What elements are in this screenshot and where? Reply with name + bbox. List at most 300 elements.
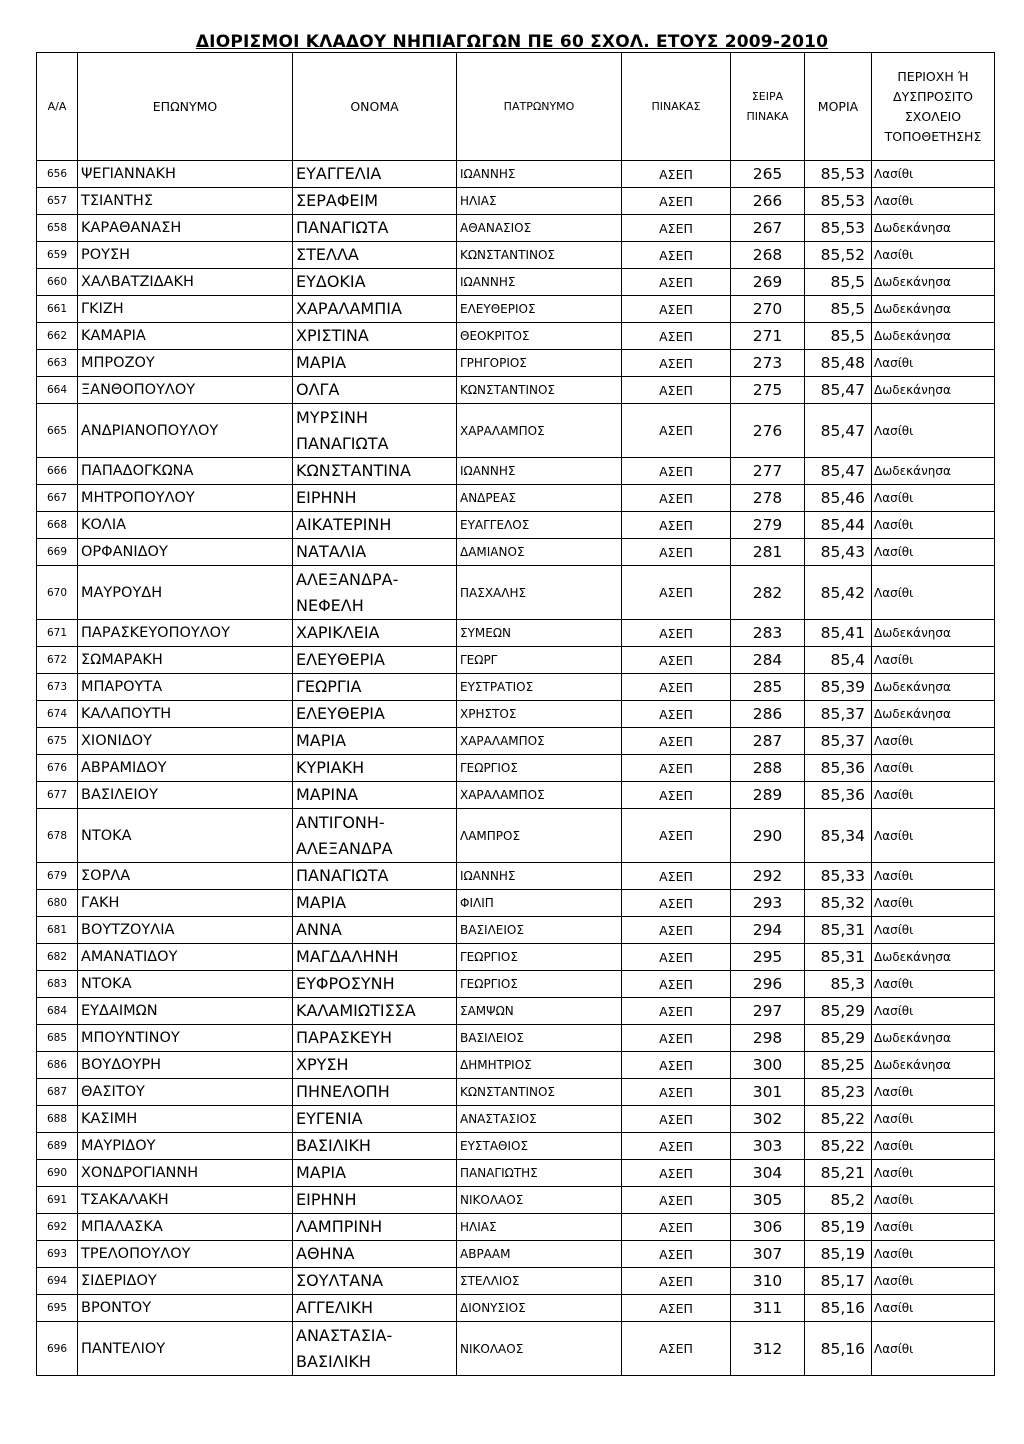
rank-cell: 266 (731, 188, 805, 215)
surname-cell: ΓΑΚΗ (78, 890, 293, 917)
points-cell: 85,16 (805, 1295, 872, 1322)
row-number: 675 (37, 728, 78, 755)
row-number: 689 (37, 1133, 78, 1160)
points-cell: 85,5 (805, 269, 872, 296)
father-name-cell: ΘΕΟΚΡΙΤΟΣ (457, 323, 622, 350)
row-number: 681 (37, 917, 78, 944)
placement-area-cell: Λασίθι (872, 161, 995, 188)
table-row (37, 1079, 995, 1106)
rank-cell: 267 (731, 215, 805, 242)
father-name-cell: ΓΕΩΡΓΙΟΣ (457, 755, 622, 782)
firstname-cell: ΕΥΓΕΝΙΑ (293, 1106, 457, 1133)
firstname-cell: ΜΑΡΙΑ (293, 890, 457, 917)
rank-cell: 293 (731, 890, 805, 917)
points-cell: 85,19 (805, 1241, 872, 1268)
firstname-cell: ΑΝΑΣΤΑΣΙΑ- ΒΑΣΙΛΙΚΗ (293, 1322, 457, 1376)
points-cell: 85,37 (805, 728, 872, 755)
rank-cell: 304 (731, 1160, 805, 1187)
surname-cell: ΜΠΑΛΑΣΚΑ (78, 1214, 293, 1241)
row-number: 663 (37, 350, 78, 377)
row-number: 659 (37, 242, 78, 269)
table-source-cell: ΑΣΕΠ (622, 566, 731, 620)
firstname-cell: ΑΝΝΑ (293, 917, 457, 944)
table-row (37, 161, 995, 188)
appointments-table (36, 52, 995, 1376)
father-name-cell: ΚΩΝΣΤΑΝΤΙΝΟΣ (457, 242, 622, 269)
surname-cell: ΑΝΔΡΙΑΝΟΠΟΥΛΟΥ (78, 404, 293, 458)
points-cell: 85,53 (805, 161, 872, 188)
father-name-cell: ΙΩΑΝΝΗΣ (457, 863, 622, 890)
firstname-cell: ΑΘΗΝΑ (293, 1241, 457, 1268)
points-cell: 85,17 (805, 1268, 872, 1295)
surname-cell: ΕΥΔΑΙΜΩΝ (78, 998, 293, 1025)
placement-area-cell: Δωδεκάνησα (872, 377, 995, 404)
table-source-cell: ΑΣΕΠ (622, 1268, 731, 1295)
placement-area-cell: Λασίθι (872, 1133, 995, 1160)
row-number: 685 (37, 1025, 78, 1052)
rank-cell: 281 (731, 539, 805, 566)
table-source-cell: ΑΣΕΠ (622, 944, 731, 971)
row-number: 693 (37, 1241, 78, 1268)
header-table: ΠΙΝΑΚΑΣ (622, 53, 731, 161)
points-cell: 85,32 (805, 890, 872, 917)
placement-area-cell: Λασίθι (872, 1079, 995, 1106)
surname-cell: ΜΠΑΡΟΥΤΑ (78, 674, 293, 701)
points-cell: 85,3 (805, 971, 872, 998)
father-name-cell: ΚΩΝΣΤΑΝΤΙΝΟΣ (457, 377, 622, 404)
table-row (37, 404, 995, 458)
firstname-cell: ΕΛΕΥΘΕΡΙΑ (293, 701, 457, 728)
table-source-cell: ΑΣΕΠ (622, 890, 731, 917)
placement-area-cell: Δωδεκάνησα (872, 674, 995, 701)
points-cell: 85,5 (805, 323, 872, 350)
table-row (37, 1268, 995, 1295)
firstname-cell: ΕΙΡΗΝΗ (293, 485, 457, 512)
rank-cell: 298 (731, 1025, 805, 1052)
rank-cell: 270 (731, 296, 805, 323)
father-name-cell: ΧΑΡΑΛΑΜΠΟΣ (457, 404, 622, 458)
placement-area-cell: Λασίθι (872, 350, 995, 377)
table-row (37, 647, 995, 674)
header-surname: ΕΠΩΝΥΜΟ (78, 53, 293, 161)
rank-cell: 300 (731, 1052, 805, 1079)
rank-cell: 305 (731, 1187, 805, 1214)
table-row (37, 296, 995, 323)
rank-cell: 311 (731, 1295, 805, 1322)
father-name-cell: ΕΥΣΤΡΑΤΙΟΣ (457, 674, 622, 701)
points-cell: 85,2 (805, 1187, 872, 1214)
table-row (37, 323, 995, 350)
rank-cell: 307 (731, 1241, 805, 1268)
father-name-cell: ΛΑΜΠΡΟΣ (457, 809, 622, 863)
table-row (37, 998, 995, 1025)
surname-cell: ΤΡΕΛΟΠΟΥΛΟΥ (78, 1241, 293, 1268)
firstname-cell: ΜΥΡΣΙΝΗ ΠΑΝΑΓΙΩΤΑ (293, 404, 457, 458)
rank-cell: 273 (731, 350, 805, 377)
table-row (37, 1133, 995, 1160)
points-cell: 85,5 (805, 296, 872, 323)
points-cell: 85,31 (805, 917, 872, 944)
rank-cell: 306 (731, 1214, 805, 1241)
table-row (37, 1052, 995, 1079)
placement-area-cell: Λασίθι (872, 728, 995, 755)
table-row (37, 1214, 995, 1241)
placement-area-cell: Λασίθι (872, 512, 995, 539)
father-name-cell: ΧΑΡΑΛΑΜΠΟΣ (457, 728, 622, 755)
row-number: 682 (37, 944, 78, 971)
table-source-cell: ΑΣΕΠ (622, 1025, 731, 1052)
firstname-cell: ΛΑΜΠΡΙΝΗ (293, 1214, 457, 1241)
rank-cell: 268 (731, 242, 805, 269)
placement-area-cell: Λασίθι (872, 998, 995, 1025)
surname-cell: ΑΒΡΑΜΙΔΟΥ (78, 755, 293, 782)
row-number: 691 (37, 1187, 78, 1214)
placement-area-cell: Λασίθι (872, 566, 995, 620)
points-cell: 85,31 (805, 944, 872, 971)
table-row (37, 269, 995, 296)
surname-cell: ΨΕΓΙΑΝΝΑΚΗ (78, 161, 293, 188)
surname-cell: ΡΟΥΣΗ (78, 242, 293, 269)
row-number: 662 (37, 323, 78, 350)
table-source-cell: ΑΣΕΠ (622, 863, 731, 890)
points-cell: 85,47 (805, 377, 872, 404)
placement-area-cell: Δωδεκάνησα (872, 620, 995, 647)
table-source-cell: ΑΣΕΠ (622, 755, 731, 782)
points-cell: 85,23 (805, 1079, 872, 1106)
rank-cell: 288 (731, 755, 805, 782)
surname-cell: ΜΠΡΟΖΟΥ (78, 350, 293, 377)
rank-cell: 279 (731, 512, 805, 539)
rank-cell: 301 (731, 1079, 805, 1106)
father-name-cell: ΣΑΜΨΩΝ (457, 998, 622, 1025)
points-cell: 85,47 (805, 458, 872, 485)
surname-cell: ΚΑΡΑΘΑΝΑΣΗ (78, 215, 293, 242)
table-row (37, 674, 995, 701)
placement-area-cell: Λασίθι (872, 1214, 995, 1241)
rank-cell: 278 (731, 485, 805, 512)
table-body (37, 161, 995, 1376)
row-number: 661 (37, 296, 78, 323)
row-number: 671 (37, 620, 78, 647)
placement-area-cell: Δωδεκάνησα (872, 944, 995, 971)
placement-area-cell: Λασίθι (872, 1160, 995, 1187)
table-row (37, 809, 995, 863)
rank-cell: 277 (731, 458, 805, 485)
table-row (37, 566, 995, 620)
placement-area-cell: Λασίθι (872, 755, 995, 782)
table-source-cell: ΑΣΕΠ (622, 647, 731, 674)
father-name-cell: ΣΤΕΛΛΙΟΣ (457, 1268, 622, 1295)
table-row (37, 1187, 995, 1214)
table-row (37, 512, 995, 539)
points-cell: 85,52 (805, 242, 872, 269)
table-source-cell: ΑΣΕΠ (622, 998, 731, 1025)
placement-area-cell: Λασίθι (872, 1295, 995, 1322)
table-source-cell: ΑΣΕΠ (622, 620, 731, 647)
surname-cell: ΚΟΛΙΑ (78, 512, 293, 539)
points-cell: 85,29 (805, 1025, 872, 1052)
table-row (37, 782, 995, 809)
firstname-cell: ΕΥΦΡΟΣΥΝΗ (293, 971, 457, 998)
placement-area-cell: Λασίθι (872, 647, 995, 674)
firstname-cell: ΕΥΑΓΓΕΛΙΑ (293, 161, 457, 188)
surname-cell: ΚΑΜΑΡΙΑ (78, 323, 293, 350)
rank-cell: 294 (731, 917, 805, 944)
father-name-cell: ΑΘΑΝΑΣΙΟΣ (457, 215, 622, 242)
table-source-cell: ΑΣΕΠ (622, 782, 731, 809)
table-row (37, 539, 995, 566)
points-cell: 85,46 (805, 485, 872, 512)
points-cell: 85,53 (805, 215, 872, 242)
rank-cell: 312 (731, 1322, 805, 1376)
table-source-cell: ΑΣΕΠ (622, 1052, 731, 1079)
table-row (37, 620, 995, 647)
surname-cell: ΒΟΥΤΖΟΥΛΙΑ (78, 917, 293, 944)
placement-area-cell: Λασίθι (872, 782, 995, 809)
row-number: 657 (37, 188, 78, 215)
firstname-cell: ΜΑΡΙΑ (293, 728, 457, 755)
points-cell: 85,4 (805, 647, 872, 674)
row-number: 664 (37, 377, 78, 404)
table-source-cell: ΑΣΕΠ (622, 728, 731, 755)
document-title: ΔΙΟΡΙΣΜΟΙ ΚΛΑΔΟΥ ΝΗΠΙΑΓΩΓΩΝ ΠΕ 60 ΣΧΟΛ. ΕΤΟΥΣ 2009-2010 (195, 32, 829, 52)
row-number: 680 (37, 890, 78, 917)
placement-area-cell: Δωδεκάνησα (872, 323, 995, 350)
placement-area-cell: Δωδεκάνησα (872, 296, 995, 323)
table-source-cell: ΑΣΕΠ (622, 512, 731, 539)
firstname-cell: ΕΛΕΥΘΕΡΙΑ (293, 647, 457, 674)
table-source-cell: ΑΣΕΠ (622, 971, 731, 998)
table-row (37, 1295, 995, 1322)
points-cell: 85,53 (805, 188, 872, 215)
placement-area-cell: Λασίθι (872, 971, 995, 998)
surname-cell: ΜΠΟΥΝΤΙΝΟΥ (78, 1025, 293, 1052)
father-name-cell: ΕΥΑΓΓΕΛΟΣ (457, 512, 622, 539)
table-row (37, 917, 995, 944)
firstname-cell: ΜΑΓΔΑΛΗΝΗ (293, 944, 457, 971)
table-source-cell: ΑΣΕΠ (622, 1241, 731, 1268)
row-number: 678 (37, 809, 78, 863)
surname-cell: ΑΜΑΝΑΤΙΔΟΥ (78, 944, 293, 971)
father-name-cell: ΓΕΩΡΓΙΟΣ (457, 944, 622, 971)
table-source-cell: ΑΣΕΠ (622, 296, 731, 323)
table-source-cell: ΑΣΕΠ (622, 809, 731, 863)
table-source-cell: ΑΣΕΠ (622, 458, 731, 485)
header-row (37, 53, 995, 161)
father-name-cell: ΓΕΩΡΓΙΟΣ (457, 971, 622, 998)
father-name-cell: ΝΙΚΟΛΑΟΣ (457, 1322, 622, 1376)
points-cell: 85,37 (805, 701, 872, 728)
father-name-cell: ΧΡΗΣΤΟΣ (457, 701, 622, 728)
row-number: 683 (37, 971, 78, 998)
placement-area-cell: Λασίθι (872, 863, 995, 890)
points-cell: 85,22 (805, 1133, 872, 1160)
father-name-cell: ΕΛΕΥΘΕΡΙΟΣ (457, 296, 622, 323)
row-number: 694 (37, 1268, 78, 1295)
row-number: 687 (37, 1079, 78, 1106)
firstname-cell: ΕΥΔΟΚΙΑ (293, 269, 457, 296)
table-source-cell: ΑΣΕΠ (622, 1079, 731, 1106)
surname-cell: ΤΣΑΚΑΛΑΚΗ (78, 1187, 293, 1214)
points-cell: 85,19 (805, 1214, 872, 1241)
surname-cell: ΧΟΝΔΡΟΓΙΑΝΝΗ (78, 1160, 293, 1187)
table-source-cell: ΑΣΕΠ (622, 242, 731, 269)
table-row (37, 1106, 995, 1133)
surname-cell: ΧΑΛΒΑΤΖΙΔΑΚΗ (78, 269, 293, 296)
surname-cell: ΞΑΝΘΟΠΟΥΛΟΥ (78, 377, 293, 404)
points-cell: 85,43 (805, 539, 872, 566)
table-row (37, 1322, 995, 1376)
table-row (37, 215, 995, 242)
father-name-cell: ΑΝΑΣΤΑΣΙΟΣ (457, 1106, 622, 1133)
surname-cell: ΜΗΤΡΟΠΟΥΛΟΥ (78, 485, 293, 512)
row-number: 684 (37, 998, 78, 1025)
placement-area-cell: Λασίθι (872, 1187, 995, 1214)
father-name-cell: ΒΑΣΙΛΕΙΟΣ (457, 1025, 622, 1052)
firstname-cell: ΒΑΣΙΛΙΚΗ (293, 1133, 457, 1160)
table-source-cell: ΑΣΕΠ (622, 485, 731, 512)
table-row (37, 944, 995, 971)
rank-cell: 292 (731, 863, 805, 890)
placement-area-cell: Λασίθι (872, 539, 995, 566)
header-aa: Α/Α (37, 53, 78, 161)
firstname-cell: ΠΑΡΑΣΚΕΥΗ (293, 1025, 457, 1052)
firstname-cell: ΠΑΝΑΓΙΩΤΑ (293, 863, 457, 890)
table-source-cell: ΑΣΕΠ (622, 917, 731, 944)
firstname-cell: ΓΕΩΡΓΙΑ (293, 674, 457, 701)
rank-cell: 302 (731, 1106, 805, 1133)
placement-area-cell: Λασίθι (872, 1322, 995, 1376)
table-source-cell: ΑΣΕΠ (622, 1106, 731, 1133)
row-number: 686 (37, 1052, 78, 1079)
header-firstname: ΟΝΟΜΑ (293, 53, 457, 161)
father-name-cell: ΧΑΡΑΛΑΜΠΟΣ (457, 782, 622, 809)
row-number: 692 (37, 1214, 78, 1241)
rank-cell: 295 (731, 944, 805, 971)
rank-cell: 282 (731, 566, 805, 620)
table-row (37, 890, 995, 917)
table-row (37, 971, 995, 998)
table-row (37, 1241, 995, 1268)
firstname-cell: ΝΑΤΑΛΙΑ (293, 539, 457, 566)
row-number: 676 (37, 755, 78, 782)
rank-cell: 271 (731, 323, 805, 350)
placement-area-cell: Δωδεκάνησα (872, 269, 995, 296)
firstname-cell: ΚΑΛΑΜΙΩΤΙΣΣΑ (293, 998, 457, 1025)
table-source-cell: ΑΣΕΠ (622, 674, 731, 701)
firstname-cell: ΕΙΡΗΝΗ (293, 1187, 457, 1214)
rank-cell: 265 (731, 161, 805, 188)
father-name-cell: ΙΩΑΝΝΗΣ (457, 269, 622, 296)
table-source-cell: ΑΣΕΠ (622, 1214, 731, 1241)
table-row (37, 728, 995, 755)
row-number: 679 (37, 863, 78, 890)
table-row (37, 755, 995, 782)
table-row (37, 1025, 995, 1052)
table-source-cell: ΑΣΕΠ (622, 1295, 731, 1322)
surname-cell: ΓΚΙΖΗ (78, 296, 293, 323)
row-number: 673 (37, 674, 78, 701)
surname-cell: ΚΑΣΙΜΗ (78, 1106, 293, 1133)
table-source-cell: ΑΣΕΠ (622, 215, 731, 242)
surname-cell: ΠΑΡΑΣΚΕΥΟΠΟΥΛΟΥ (78, 620, 293, 647)
father-name-cell: ΔΑΜΙΑΝΟΣ (457, 539, 622, 566)
row-number: 695 (37, 1295, 78, 1322)
placement-area-cell: Λασίθι (872, 485, 995, 512)
surname-cell: ΒΟΥΔΟΥΡΗ (78, 1052, 293, 1079)
rank-cell: 287 (731, 728, 805, 755)
table-source-cell: ΑΣΕΠ (622, 1160, 731, 1187)
father-name-cell: ΦΙΛΙΠ (457, 890, 622, 917)
firstname-cell: ΑΛΕΞΑΝΔΡΑ- ΝΕΦΕΛΗ (293, 566, 457, 620)
placement-area-cell: Δωδεκάνησα (872, 458, 995, 485)
row-number: 666 (37, 458, 78, 485)
firstname-cell: ΚΥΡΙΑΚΗ (293, 755, 457, 782)
surname-cell: ΜΑΥΡΟΥΔΗ (78, 566, 293, 620)
row-number: 688 (37, 1106, 78, 1133)
table-source-cell: ΑΣΕΠ (622, 188, 731, 215)
placement-area-cell: Δωδεκάνησα (872, 1025, 995, 1052)
firstname-cell: ΠΑΝΑΓΙΩΤΑ (293, 215, 457, 242)
surname-cell: ΒΡΟΝΤΟΥ (78, 1295, 293, 1322)
placement-area-cell: Λασίθι (872, 242, 995, 269)
firstname-cell: ΑΝΤΙΓΟΝΗ- ΑΛΕΞΑΝΔΡΑ (293, 809, 457, 863)
table-source-cell: ΑΣΕΠ (622, 161, 731, 188)
header-moria: ΜΟΡΙΑ (805, 53, 872, 161)
firstname-cell: ΧΑΡΙΚΛΕΙΑ (293, 620, 457, 647)
firstname-cell: ΣΕΡΑΦΕΙΜ (293, 188, 457, 215)
table-row (37, 350, 995, 377)
placement-area-cell: Λασίθι (872, 917, 995, 944)
placement-area-cell: Λασίθι (872, 188, 995, 215)
father-name-cell: ΗΛΙΑΣ (457, 188, 622, 215)
firstname-cell: ΑΙΚΑΤΕΡΙΝΗ (293, 512, 457, 539)
firstname-cell: ΧΡΙΣΤΙΝΑ (293, 323, 457, 350)
row-number: 672 (37, 647, 78, 674)
father-name-cell: ΠΑΣΧΑΛΗΣ (457, 566, 622, 620)
placement-area-cell: Λασίθι (872, 1106, 995, 1133)
surname-cell: ΤΣΙΑΝΤΗΣ (78, 188, 293, 215)
placement-area-cell: Δωδεκάνησα (872, 215, 995, 242)
surname-cell: ΣΩΜΑΡΑΚΗ (78, 647, 293, 674)
table-source-cell: ΑΣΕΠ (622, 350, 731, 377)
surname-cell: ΟΡΦΑΝΙΔΟΥ (78, 539, 293, 566)
table-source-cell: ΑΣΕΠ (622, 404, 731, 458)
father-name-cell: ΚΩΝΣΤΑΝΤΙΝΟΣ (457, 1079, 622, 1106)
firstname-cell: ΜΑΡΙΝΑ (293, 782, 457, 809)
table-row (37, 485, 995, 512)
table-source-cell: ΑΣΕΠ (622, 1133, 731, 1160)
father-name-cell: ΔΗΜΗΤΡΙΟΣ (457, 1052, 622, 1079)
table-row (37, 1160, 995, 1187)
table-source-cell: ΑΣΕΠ (622, 269, 731, 296)
placement-area-cell: Λασίθι (872, 1268, 995, 1295)
father-name-cell: ΒΑΣΙΛΕΙΟΣ (457, 917, 622, 944)
father-name-cell: ΙΩΑΝΝΗΣ (457, 458, 622, 485)
rank-cell: 290 (731, 809, 805, 863)
row-number: 665 (37, 404, 78, 458)
rank-cell: 286 (731, 701, 805, 728)
firstname-cell: ΜΑΡΙΑ (293, 1160, 457, 1187)
surname-cell: ΣΙΔΕΡΙΔΟΥ (78, 1268, 293, 1295)
father-name-cell: ΓΕΩΡΓ (457, 647, 622, 674)
points-cell: 85,44 (805, 512, 872, 539)
points-cell: 85,22 (805, 1106, 872, 1133)
table-row (37, 863, 995, 890)
points-cell: 85,41 (805, 620, 872, 647)
table-source-cell: ΑΣΕΠ (622, 377, 731, 404)
father-name-cell: ΕΥΣΤΑΘΙΟΣ (457, 1133, 622, 1160)
